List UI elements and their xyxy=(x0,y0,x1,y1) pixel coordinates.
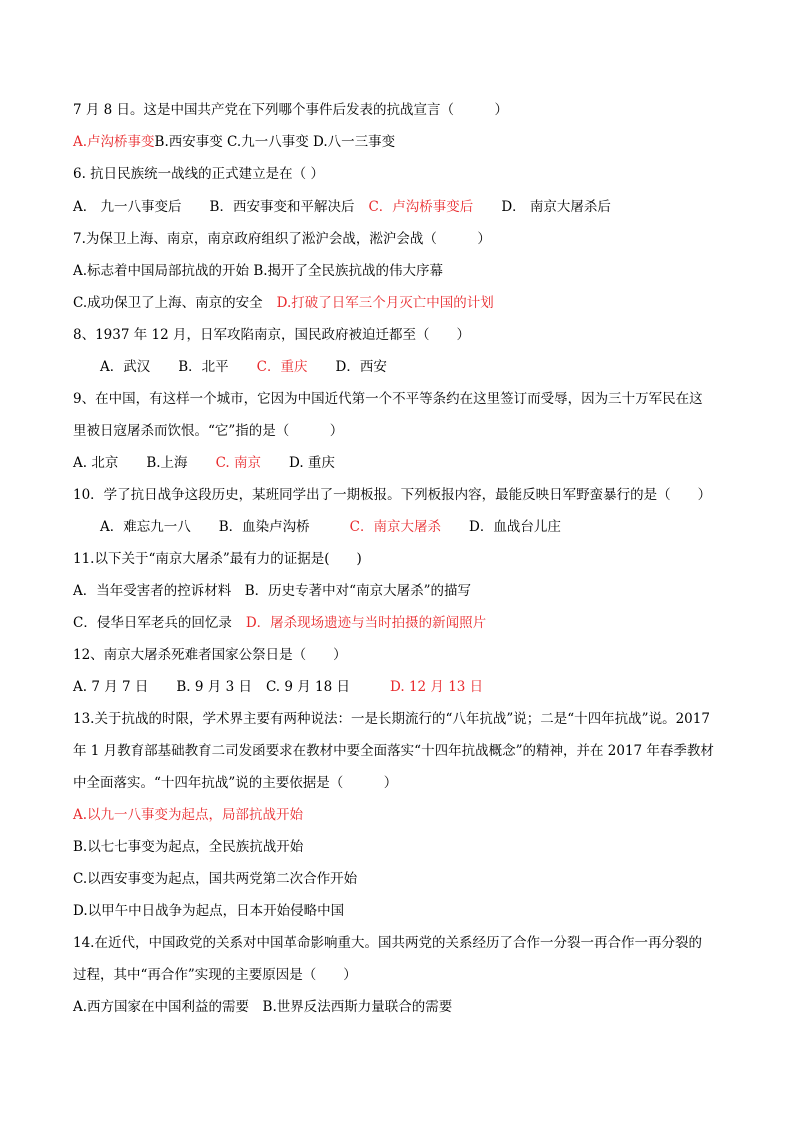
option-text: D．西安 xyxy=(335,359,387,375)
question-7b-options-cd xyxy=(73,292,734,314)
question-13-stem-line2 xyxy=(73,740,734,762)
answer-option: C．重庆 xyxy=(256,359,308,375)
answer-option: C. 南京 xyxy=(215,455,261,471)
option-text: B.上海 xyxy=(146,455,188,471)
question-13-option-d xyxy=(73,900,734,922)
question-13-option-a xyxy=(73,804,734,826)
option-text: B．西安事变和平解决后 xyxy=(209,199,355,215)
question-7b-options-ab xyxy=(73,260,734,282)
option-text: B.西安事变 C.九一八事变 D.八一三事变 xyxy=(154,134,396,150)
question-11-options-cd xyxy=(73,612,734,634)
answer-option: D．屠杀现场遗迹与当时拍摄的新闻照片 xyxy=(245,615,487,631)
question-text: 年 1 月教育部基础教育二司发函要求在教材中要全面落实“十四年抗战概念”的精神，并在 2017 年春季教材 xyxy=(73,743,714,759)
question-text: 12、南京大屠杀死难者国家公祭日是（ ） xyxy=(73,647,347,663)
option-text: C．侵华日军老兵的回忆录 xyxy=(73,615,232,631)
option-text: C.成功保卫了上海、南京的安全 xyxy=(73,295,263,311)
question-11-stem xyxy=(73,548,734,570)
question-14-stem-line1 xyxy=(73,932,734,954)
question-8-stem xyxy=(73,324,734,346)
option-text: A．当年受害者的控诉材料 B．历史专著中对“南京大屠杀”的描写 xyxy=(73,583,471,599)
option-text: D． 南京大屠杀后 xyxy=(501,199,611,215)
question-text: 6. 抗日民族统一战线的正式建立是在（ ） xyxy=(73,166,324,182)
question-13-stem-line1 xyxy=(73,708,734,730)
question-text: 中全面落实。“十四年抗战”说的主要依据是（ ） xyxy=(73,775,398,791)
option-text: C. 9 月 18 日 xyxy=(265,679,351,695)
question-9-options xyxy=(73,452,734,474)
question-8-options xyxy=(100,356,734,378)
option-text: C.以西安事变为起点，国共两党第二次合作开始 xyxy=(73,871,358,887)
answer-option: A.卢沟桥事变 xyxy=(73,134,155,150)
option-text: D.以甲午中日战争为起点，日本开始侵略中国 xyxy=(73,903,345,919)
option-text: A． 九一八事变后 xyxy=(73,199,182,215)
question-text: 11.以下关于“南京大屠杀”最有力的证据是( ) xyxy=(73,551,362,567)
question-text: 13.关于抗战的时限，学术界主要有两种说法：一是长期流行的“八年抗战”说；二是“十四年抗战”说。2017 xyxy=(73,711,710,727)
answer-option: C．卢沟桥事变后 xyxy=(368,199,474,215)
question-12-options xyxy=(73,676,734,698)
question-text: 9、在中国，有这样一个城市，它因为中国近代第一个不平等条约在这里签订而受辱，因为三十万军民在这 xyxy=(73,391,703,407)
question-6-options xyxy=(73,196,734,218)
question-text: 10．学了抗日战争这段历史，某班同学出了一期板报。下列板报内容，最能反映日军野蛮暴行的是（ ） xyxy=(73,487,712,503)
question-11-options-ab xyxy=(73,580,734,602)
answer-option: D.打破了日军三个月灭亡中国的计划 xyxy=(276,295,494,311)
question-7-options xyxy=(73,131,734,153)
answer-option: D. 12 月 13 日 xyxy=(390,679,484,695)
answer-option: C．南京大屠杀 xyxy=(349,519,442,535)
question-10-stem xyxy=(73,484,734,506)
option-text: D．血战台儿庄 xyxy=(469,519,561,535)
question-text: 7 月 8 日。这是中国共产党在下列哪个事件后发表的抗战宣言（ ） xyxy=(73,102,509,118)
option-text: A. 7 月 7 日 xyxy=(73,679,149,695)
question-text: 8、1937 年 12 月，日军攻陷南京，国民政府被迫迁都至（ ） xyxy=(73,327,470,343)
question-6-stem xyxy=(73,163,734,185)
question-text: 14.在近代，中国政党的关系对中国革命影响重大。国共两党的关系经历了合作一分裂一再合作一再分裂的 xyxy=(73,935,702,951)
answer-option: A.以九一八事变为起点，局部抗战开始 xyxy=(73,807,304,823)
question-13-option-c xyxy=(73,868,734,890)
option-text: B．血染卢沟桥 xyxy=(218,519,310,535)
question-9-stem-line1 xyxy=(73,388,734,410)
question-7-stem xyxy=(73,99,734,121)
question-14-stem-line2 xyxy=(73,964,734,986)
question-9-stem-line2 xyxy=(73,420,734,442)
question-7b-stem xyxy=(73,228,734,250)
option-text: A.标志着中国局部抗战的开始 B.揭开了全民族抗战的伟大序幕 xyxy=(73,263,444,279)
option-text: A．武汉 xyxy=(100,359,151,375)
option-text: A.西方国家在中国利益的需要 B.世界反法西斯力量联合的需要 xyxy=(73,999,453,1015)
question-text: 7.为保卫上海、南京，南京政府组织了淞沪会战，淞沪会战（ ） xyxy=(73,231,491,247)
option-text: D. 重庆 xyxy=(289,455,335,471)
question-text: 里被日寇屠杀而饮恨。“它”指的是（ ） xyxy=(73,423,344,439)
option-text: B.以七七事变为起点，全民族抗战开始 xyxy=(73,839,304,855)
question-text: 过程，其中“再合作”实现的主要原因是（ ） xyxy=(73,967,357,983)
question-10-options xyxy=(100,516,734,538)
question-14-options-ab xyxy=(73,996,734,1018)
option-text: B．北平 xyxy=(178,359,229,375)
option-text: A．难忘九一八 xyxy=(100,519,191,535)
question-12-stem xyxy=(73,644,734,666)
question-13-option-b xyxy=(73,836,734,858)
option-text: B. 9 月 3 日 xyxy=(176,679,252,695)
question-13-stem-line3 xyxy=(73,772,734,794)
option-text: A. 北京 xyxy=(73,455,119,471)
